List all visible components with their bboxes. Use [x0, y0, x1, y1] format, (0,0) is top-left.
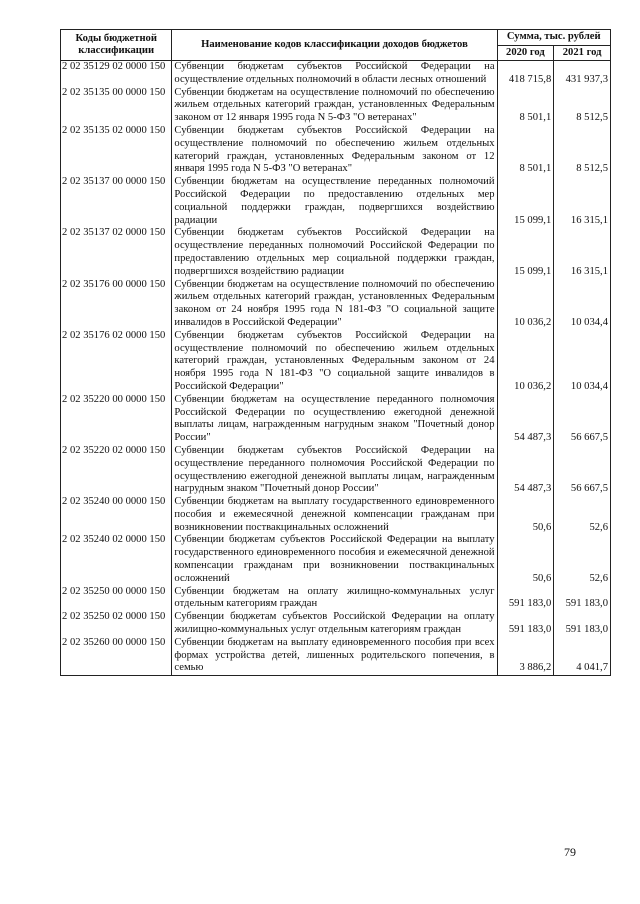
amount-2021-cell: 591 183,0	[554, 586, 611, 612]
budget-code-cell: 2 02 35129 02 0000 150	[61, 61, 172, 87]
amount-2020-cell: 50,6	[497, 534, 554, 585]
amount-2021-cell: 4 041,7	[554, 637, 611, 676]
budget-code-cell: 2 02 35250 00 0000 150	[61, 586, 172, 612]
header-name: Наименование кодов классификации доходов бюджетов	[172, 30, 497, 61]
income-name-cell: Субвенции бюджетам субъектов Российской Федерации на выплату государственного единовременного пособия и ежемесячной денежной компенсации гражданам при возникновении поствакцинальных осложнений	[172, 534, 497, 585]
income-name-cell: Субвенции бюджетам субъектов Российской Федерации на оплату жилищно-коммунальных услуг отдельным категориям граждан	[172, 611, 497, 637]
table-row	[61, 87, 611, 125]
income-name-cell: Субвенции бюджетам на выплату единовременного пособия при всех формах устройства детей, лишенных родительского попечения, в семью	[172, 637, 497, 676]
table-body	[61, 61, 611, 676]
table-header	[61, 30, 611, 61]
amount-2020-cell: 10 036,2	[497, 279, 554, 330]
amount-2020-cell: 54 487,3	[497, 394, 554, 445]
table-row	[61, 534, 611, 585]
amount-2020-cell: 591 183,0	[497, 611, 554, 637]
table-row	[61, 445, 611, 496]
amount-2020-cell: 8 501,1	[497, 125, 554, 176]
table-row	[61, 586, 611, 612]
income-name-cell: Субвенции бюджетам на выплату государственного единовременного пособия и ежемесячной денежной компенсации гражданам при возникновении поствакцинальных осложнений	[172, 496, 497, 534]
budget-code-cell: 2 02 35240 00 0000 150	[61, 496, 172, 534]
budget-code-cell: 2 02 35260 00 0000 150	[61, 637, 172, 676]
table-row	[61, 279, 611, 330]
amount-2020-cell: 15 099,1	[497, 176, 554, 227]
header-codes: Коды бюджетной классификации	[61, 30, 172, 61]
budget-code-cell: 2 02 35176 02 0000 150	[61, 330, 172, 394]
amount-2021-cell: 431 937,3	[554, 61, 611, 87]
amount-2021-cell: 52,6	[554, 534, 611, 585]
amount-2020-cell: 50,6	[497, 496, 554, 534]
budget-code-cell: 2 02 35220 02 0000 150	[61, 445, 172, 496]
table-row	[61, 61, 611, 87]
income-name-cell: Субвенции бюджетам субъектов Российской Федерации на осуществление переданного полномочия Российской Федерации по осуществлению ежегодной денежной выплаты лицам, награжденным нагрудным знаком "Почетный донор России"	[172, 445, 497, 496]
header-year-2021: 2021 год	[554, 45, 611, 61]
amount-2021-cell: 56 667,5	[554, 394, 611, 445]
amount-2021-cell: 16 315,1	[554, 176, 611, 227]
budget-code-cell: 2 02 35137 00 0000 150	[61, 176, 172, 227]
income-name-cell: Субвенции бюджетам на осуществление полномочий по обеспечению жильем отдельных категорий граждан, установленных Федеральным законом от 12 января 1995 года N 5-ФЗ "О ветеранах"	[172, 87, 497, 125]
budget-code-cell: 2 02 35135 00 0000 150	[61, 87, 172, 125]
amount-2021-cell: 16 315,1	[554, 227, 611, 278]
table-row	[61, 637, 611, 676]
table-row	[61, 611, 611, 637]
income-name-cell: Субвенции бюджетам субъектов Российской Федерации на осуществление полномочий по обеспечению жильем отдельных категорий граждан, установленных Федеральным законом от 24 ноября 1995 года N 181-ФЗ "О социальной защите инвалидов в Российской Федерации"	[172, 330, 497, 394]
income-name-cell: Субвенции бюджетам на осуществление переданного полномочия Российской Федерации по осуществлению ежегодной денежной выплаты лицам, награжденным нагрудным знаком "Почетный донор России"	[172, 394, 497, 445]
budget-code-cell: 2 02 35220 00 0000 150	[61, 394, 172, 445]
amount-2021-cell: 10 034,4	[554, 330, 611, 394]
table-row	[61, 227, 611, 278]
amount-2021-cell: 8 512,5	[554, 87, 611, 125]
amount-2021-cell: 10 034,4	[554, 279, 611, 330]
table-row	[61, 125, 611, 176]
amount-2021-cell: 52,6	[554, 496, 611, 534]
budget-code-cell: 2 02 35135 02 0000 150	[61, 125, 172, 176]
budget-income-table	[60, 29, 611, 676]
table-row	[61, 496, 611, 534]
budget-code-cell: 2 02 35240 02 0000 150	[61, 534, 172, 585]
header-year-2020: 2020 год	[497, 45, 554, 61]
amount-2020-cell: 418 715,8	[497, 61, 554, 87]
amount-2021-cell: 591 183,0	[554, 611, 611, 637]
header-sum: Сумма, тыс. рублей	[497, 30, 610, 46]
amount-2021-cell: 56 667,5	[554, 445, 611, 496]
amount-2021-cell: 8 512,5	[554, 125, 611, 176]
table-row	[61, 330, 611, 394]
income-name-cell: Субвенции бюджетам субъектов Российской Федерации на осуществление отдельных полномочий в области лесных отношений	[172, 61, 497, 87]
amount-2020-cell: 591 183,0	[497, 586, 554, 612]
income-name-cell: Субвенции бюджетам субъектов Российской Федерации на осуществление переданных полномочий Российской Федерации по предоставлению отдельных мер социальной поддержки граждан, подвергшихся воздействию радиации	[172, 227, 497, 278]
page-number: 79	[564, 845, 576, 859]
table-row	[61, 394, 611, 445]
income-name-cell: Субвенции бюджетам на оплату жилищно-коммунальных услуг отдельным категориям граждан	[172, 586, 497, 612]
amount-2020-cell: 8 501,1	[497, 87, 554, 125]
income-name-cell: Субвенции бюджетам на осуществление переданных полномочий Российской Федерации по предоставлению отдельных мер социальной поддержки граждан, подвергшихся воздействию радиации	[172, 176, 497, 227]
amount-2020-cell: 3 886,2	[497, 637, 554, 676]
amount-2020-cell: 54 487,3	[497, 445, 554, 496]
income-name-cell: Субвенции бюджетам субъектов Российской Федерации на осуществление полномочий по обеспечению жильем отдельных категорий граждан, установленных Федеральным законом от 12 января 1995 года N 5-ФЗ "О ветеранах"	[172, 125, 497, 176]
income-name-cell: Субвенции бюджетам на осуществление полномочий по обеспечению жильем отдельных категорий граждан, установленных Федеральным законом от 24 ноября 1995 года N 181-ФЗ "О социальной защите инвалидов в Российской Федерации"	[172, 279, 497, 330]
budget-code-cell: 2 02 35250 02 0000 150	[61, 611, 172, 637]
budget-code-cell: 2 02 35137 02 0000 150	[61, 227, 172, 278]
table-row	[61, 176, 611, 227]
budget-code-cell: 2 02 35176 00 0000 150	[61, 279, 172, 330]
amount-2020-cell: 15 099,1	[497, 227, 554, 278]
amount-2020-cell: 10 036,2	[497, 330, 554, 394]
